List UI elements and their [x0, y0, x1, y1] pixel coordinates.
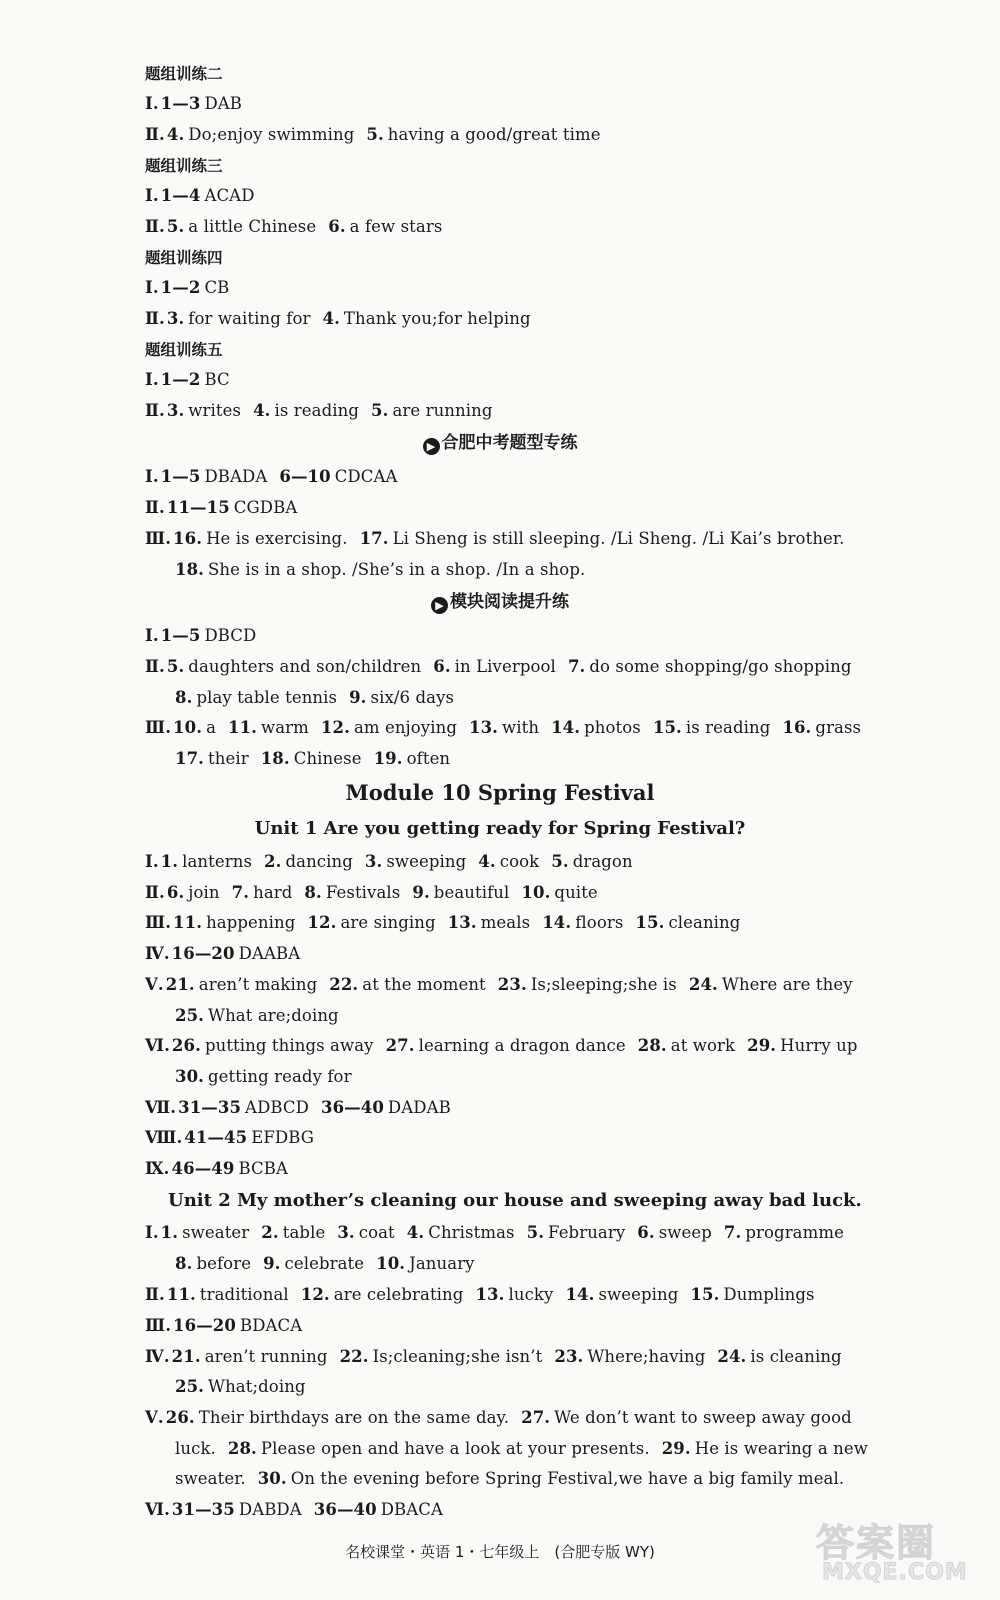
item-number: 3. [166, 309, 185, 328]
item-number: 36—40 [320, 1098, 384, 1117]
item-number: 5. [551, 852, 569, 871]
answer-text: BDACA [239, 1316, 303, 1335]
module-title: Module 10 Spring Festival [345, 780, 655, 805]
item-number: 1—2 [160, 370, 201, 389]
answer-text: EFDBG [251, 1128, 315, 1147]
item-number: 4. [166, 125, 185, 144]
answer-text: dragon [572, 852, 633, 871]
item-number: 17. [175, 749, 205, 768]
item-number: 5. [166, 657, 185, 676]
heading-group-5: 题组训练五 [145, 341, 223, 359]
roman-numeral: Ⅴ. [145, 1408, 164, 1427]
answer-text: sweater. [175, 1469, 246, 1488]
roman-numeral: Ⅲ. [145, 529, 172, 548]
answer-line [145, 882, 598, 904]
item-number: 8. [175, 688, 193, 707]
item-number: 5. [166, 217, 185, 236]
roman-numeral: Ⅰ. [145, 186, 159, 205]
item-number: 46—49 [171, 1159, 235, 1178]
item-number: 16—20 [171, 944, 235, 963]
item-number: 26. [171, 1036, 201, 1055]
item-number: 29. [747, 1036, 777, 1055]
heading-group-3: 题组训练三 [145, 157, 223, 175]
item-number: 12. [307, 913, 337, 932]
roman-numeral: Ⅱ. [145, 657, 165, 676]
answer-line [145, 93, 242, 115]
answer-text: Where are they [721, 975, 853, 994]
item-number: 18. [260, 749, 290, 768]
answer-text: What;doing [208, 1377, 306, 1396]
item-number: 2. [264, 852, 282, 871]
answer-text: DADAB [387, 1098, 451, 1117]
roman-numeral: Ⅴ. [145, 975, 164, 994]
answer-text: sweater [182, 1223, 250, 1242]
item-number: 23. [554, 1347, 584, 1366]
roman-numeral: Ⅱ. [145, 309, 165, 328]
answer-line [145, 1158, 288, 1180]
roman-numeral: Ⅱ. [145, 883, 165, 902]
item-number: 13. [447, 913, 477, 932]
heading-group-2: 题组训练二 [145, 65, 223, 83]
item-number: 7. [723, 1223, 742, 1242]
heading-group-4: 题组训练四 [145, 249, 223, 267]
answer-text: with [502, 718, 540, 737]
answer-line [145, 216, 442, 238]
answer-text: do some shopping/go shopping [589, 657, 852, 676]
answer-line [145, 528, 844, 550]
item-number: 8. [304, 883, 322, 902]
answer-line [145, 1222, 844, 1244]
answer-text: cook [499, 852, 540, 871]
answer-line [145, 1127, 314, 1149]
item-number: 19. [373, 749, 403, 768]
section-module-reading [0, 590, 1000, 614]
answer-text: photos [584, 718, 641, 737]
item-number: 15. [690, 1285, 720, 1304]
answer-text: Their birthdays are on the same day. [198, 1408, 510, 1427]
answer-line [145, 1097, 451, 1119]
answer-text: join [188, 883, 220, 902]
answer-text: are running [392, 401, 493, 420]
item-number: 4. [406, 1223, 425, 1242]
item-number: 6. [328, 217, 346, 236]
answer-text: DBCD [204, 626, 257, 645]
answer-text: Thank you;for helping [343, 309, 531, 328]
answer-line [145, 1407, 852, 1429]
item-number: 27. [521, 1408, 551, 1427]
answer-text: learning a dragon dance [418, 1036, 626, 1055]
roman-numeral: Ⅰ. [145, 278, 159, 297]
roman-numeral: Ⅰ. [145, 467, 159, 486]
item-number: 6. [166, 883, 185, 902]
item-number: 25. [175, 1006, 205, 1025]
item-number: 13. [475, 1285, 505, 1304]
answer-line [145, 466, 398, 488]
item-number: 16—20 [173, 1316, 236, 1335]
answer-text: sweep [658, 1223, 712, 1242]
item-number: 27. [385, 1036, 415, 1055]
answer-line [145, 851, 633, 873]
answer-text: is reading [685, 718, 771, 737]
item-number: 7. [567, 657, 586, 676]
answer-text: am enjoying [353, 718, 457, 737]
roman-numeral: Ⅰ. [145, 94, 159, 113]
roman-numeral: Ⅰ. [145, 370, 159, 389]
item-number: 1. [160, 852, 179, 871]
item-number: 36—40 [313, 1500, 377, 1519]
answer-line [175, 687, 454, 709]
item-number: 5. [371, 401, 389, 420]
answer-text: play table tennis [196, 688, 338, 707]
item-number: 22. [339, 1347, 369, 1366]
roman-numeral: Ⅲ. [145, 913, 172, 932]
answer-text: six/6 days [370, 688, 455, 707]
answer-text: lanterns [182, 852, 253, 871]
answer-text: BCBA [238, 1159, 288, 1178]
answer-line [175, 1376, 306, 1398]
item-number: 1—2 [160, 278, 201, 297]
item-number: 24. [688, 975, 718, 994]
answer-text: coat [358, 1223, 395, 1242]
item-number: 5. [366, 125, 384, 144]
answer-text: beautiful [433, 883, 510, 902]
item-number: 23. [497, 975, 527, 994]
answer-text: having a good/great time [387, 125, 601, 144]
roman-numeral: Ⅶ. [145, 1098, 177, 1117]
answer-text: programme [745, 1223, 844, 1242]
answer-text: meals [480, 913, 531, 932]
answer-line [145, 1315, 302, 1337]
answer-text: a few stars [349, 217, 443, 236]
answer-line [145, 912, 740, 934]
roman-numeral: Ⅱ. [145, 217, 165, 236]
item-number: 1—3 [160, 94, 201, 113]
answer-text: ACAD [204, 186, 255, 205]
answer-text: CB [204, 278, 230, 297]
roman-numeral: Ⅸ. [145, 1159, 170, 1178]
answer-text: She is in a shop. /She’s in a shop. /In a shop. [208, 560, 586, 579]
item-number: 26. [165, 1408, 195, 1427]
answer-text: Do;enjoy swimming [188, 125, 355, 144]
answer-text: cleaning [668, 913, 741, 932]
roman-numeral: Ⅱ. [145, 498, 165, 517]
answer-line [145, 974, 853, 996]
answer-text: often [406, 749, 451, 768]
unit2-title: Unit 2 My mother’s cleaning our house and sweeping away bad luck. [168, 1190, 862, 1211]
watermark-logo [808, 1512, 978, 1590]
answer-text: luck. [175, 1439, 216, 1458]
roman-numeral: Ⅲ. [145, 718, 172, 737]
answer-text: is cleaning [750, 1347, 842, 1366]
answer-text: Hurry up [780, 1036, 858, 1055]
page-footer: 名校课堂・英语 1・七年级上 (合肥专版 WY) [345, 1543, 655, 1561]
answer-text: Chinese [293, 749, 362, 768]
item-number: 4. [322, 309, 340, 328]
item-number: 4. [478, 852, 496, 871]
answer-text: their [208, 749, 249, 768]
item-number: 24. [717, 1347, 747, 1366]
roman-numeral: Ⅳ. [145, 1347, 170, 1366]
item-number: 6—10 [279, 467, 331, 486]
answer-line [145, 1499, 443, 1521]
answer-text: Is;sleeping;she is [530, 975, 677, 994]
answer-text: daughters and son/children [188, 657, 422, 676]
roman-numeral: Ⅰ. [145, 1223, 159, 1242]
roman-numeral: Ⅰ. [145, 852, 159, 871]
item-number: 1. [160, 1223, 179, 1242]
roman-numeral: Ⅱ. [145, 1285, 165, 1304]
item-number: 31—35 [171, 1500, 235, 1519]
roman-numeral: Ⅱ. [145, 125, 165, 144]
item-number: 9. [263, 1254, 281, 1273]
roman-numeral: Ⅳ. [145, 944, 170, 963]
item-number: 12. [300, 1285, 330, 1304]
play-arrow-icon: ▶ [431, 597, 448, 614]
answer-text: aren’t making [198, 975, 318, 994]
item-number: 1—4 [160, 186, 201, 205]
answer-text: quite [554, 883, 598, 902]
item-number: 10. [376, 1254, 406, 1273]
item-number: 5. [526, 1223, 545, 1242]
item-number: 6. [637, 1223, 655, 1242]
item-number: 14. [551, 718, 581, 737]
play-arrow-icon: ▶ [423, 438, 440, 455]
answer-line [145, 717, 861, 739]
answer-line [145, 369, 230, 391]
item-number: 14. [542, 913, 572, 932]
answer-text: We don’t want to sweep away good [554, 1408, 852, 1427]
answer-text: aren’t running [204, 1347, 328, 1366]
item-number: 22. [329, 975, 359, 994]
item-number: 4. [253, 401, 271, 420]
answer-text: Is;cleaning;she isn’t [372, 1347, 543, 1366]
item-number: 9. [349, 688, 367, 707]
item-number: 30. [175, 1067, 205, 1086]
answer-text: What are;doing [208, 1006, 339, 1025]
answer-text: Dumplings [723, 1285, 815, 1304]
roman-numeral: Ⅵ. [145, 1036, 170, 1055]
roman-numeral: Ⅵ. [145, 1500, 170, 1519]
answer-line [175, 1468, 844, 1490]
answer-text: DBACA [380, 1500, 444, 1519]
answer-text: before [196, 1254, 252, 1273]
item-number: 30. [257, 1469, 287, 1488]
answer-text: are singing [340, 913, 436, 932]
answer-text: lucky [508, 1285, 554, 1304]
item-number: 3. [364, 852, 383, 871]
answer-text: a [206, 718, 216, 737]
answer-line [145, 124, 601, 146]
answer-text: DBADA [204, 467, 268, 486]
item-number: 15. [635, 913, 665, 932]
item-number: 2. [261, 1223, 279, 1242]
answer-text: floors [575, 913, 624, 932]
item-number: 41—45 [184, 1128, 248, 1147]
answer-line [175, 1066, 352, 1088]
item-number: 12. [320, 718, 350, 737]
item-number: 11—15 [166, 498, 230, 517]
answer-text: writes [188, 401, 242, 420]
answer-text: is reading [274, 401, 360, 420]
answer-line [145, 656, 852, 678]
watermark-cn: 答案圈 [816, 1521, 937, 1565]
roman-numeral: Ⅱ. [145, 401, 165, 420]
section-hefei-exam [0, 431, 1000, 455]
answer-text: a little Chinese [188, 217, 317, 236]
item-number: 16. [782, 718, 812, 737]
answer-text: Please open and have a look at your presents. [260, 1439, 650, 1458]
answer-text: sweeping [386, 852, 467, 871]
answer-text: DAB [204, 94, 243, 113]
item-number: 13. [469, 718, 499, 737]
answer-line [145, 1035, 858, 1057]
item-number: 9. [412, 883, 430, 902]
answer-text: DABDA [238, 1500, 302, 1519]
answer-text: sweeping [598, 1285, 679, 1304]
item-number: 11. [228, 718, 258, 737]
answer-text: Festivals [325, 883, 401, 902]
answer-line [175, 1005, 339, 1027]
answer-text: CGDBA [233, 498, 298, 517]
answer-text: January [409, 1254, 475, 1273]
item-number: 14. [565, 1285, 595, 1304]
answer-text: hard [253, 883, 293, 902]
item-number: 15. [652, 718, 682, 737]
item-number: 28. [227, 1439, 257, 1458]
answer-text: Christmas [428, 1223, 515, 1242]
answer-line [145, 1284, 815, 1306]
item-number: 10. [521, 883, 551, 902]
item-number: 3. [337, 1223, 355, 1242]
item-number: 18. [175, 560, 205, 579]
answer-line [145, 277, 229, 299]
answer-text: traditional [199, 1285, 289, 1304]
item-number: 28. [637, 1036, 667, 1055]
section-title: 合肥中考题型专练 [441, 433, 578, 453]
answer-text: BC [204, 370, 230, 389]
answer-text: grass [815, 718, 862, 737]
answer-text: getting ready for [208, 1067, 352, 1086]
item-number: 7. [231, 883, 250, 902]
answer-line [175, 559, 585, 581]
item-number: 11. [166, 1285, 196, 1304]
answer-text: are celebrating [333, 1285, 464, 1304]
answer-text: He is wearing a new [694, 1439, 868, 1458]
item-number: 21. [171, 1347, 201, 1366]
watermark-en: MXQE.COM [822, 1560, 968, 1585]
answer-line [145, 400, 493, 422]
answer-text: CDCAA [334, 467, 398, 486]
item-number: 10. [173, 718, 203, 737]
answer-text: He is exercising. [206, 529, 348, 548]
answer-line [175, 1253, 475, 1275]
answer-text: DAABA [238, 944, 301, 963]
item-number: 1—5 [160, 467, 201, 486]
item-number: 25. [175, 1377, 205, 1396]
answer-text: at work [670, 1036, 736, 1055]
roman-numeral: Ⅲ. [145, 1316, 172, 1335]
answer-text: for waiting for [188, 309, 311, 328]
answer-line [145, 625, 256, 647]
answer-text: happening [206, 913, 296, 932]
answer-text: putting things away [204, 1036, 374, 1055]
answer-text: Li Sheng is still sleeping. /Li Sheng. /Li Kai’s brother. [392, 529, 845, 548]
answer-text: February [548, 1223, 626, 1242]
answer-line [145, 185, 255, 207]
section-title: 模块阅读提升练 [450, 592, 569, 612]
answer-text: at the moment [362, 975, 486, 994]
item-number: 31—35 [178, 1098, 242, 1117]
answer-text: celebrate [284, 1254, 365, 1273]
item-number: 3. [166, 401, 185, 420]
item-number: 16. [173, 529, 203, 548]
answer-text: Where;having [587, 1347, 706, 1366]
answer-line [145, 308, 531, 330]
item-number: 1—5 [160, 626, 201, 645]
answer-text: warm [261, 718, 309, 737]
item-number: 29. [661, 1439, 691, 1458]
roman-numeral: Ⅰ. [145, 626, 159, 645]
item-number: 11. [173, 913, 203, 932]
item-number: 8. [175, 1254, 193, 1273]
answer-text: in Liverpool [454, 657, 556, 676]
answer-text: ADBCD [245, 1098, 309, 1117]
answer-line [145, 1346, 842, 1368]
answer-text: dancing [285, 852, 353, 871]
answer-line [175, 748, 450, 770]
answer-text: On the evening before Spring Festival,we have a big family meal. [290, 1469, 845, 1488]
answer-line [145, 497, 297, 519]
answer-text: table [282, 1223, 326, 1242]
answer-line [175, 1438, 868, 1460]
unit1-title: Unit 1 Are you getting ready for Spring Festival? [254, 818, 746, 839]
item-number: 21. [165, 975, 195, 994]
item-number: 6. [433, 657, 451, 676]
roman-numeral: Ⅷ. [145, 1128, 183, 1147]
item-number: 17. [359, 529, 389, 548]
answer-line [145, 943, 300, 965]
